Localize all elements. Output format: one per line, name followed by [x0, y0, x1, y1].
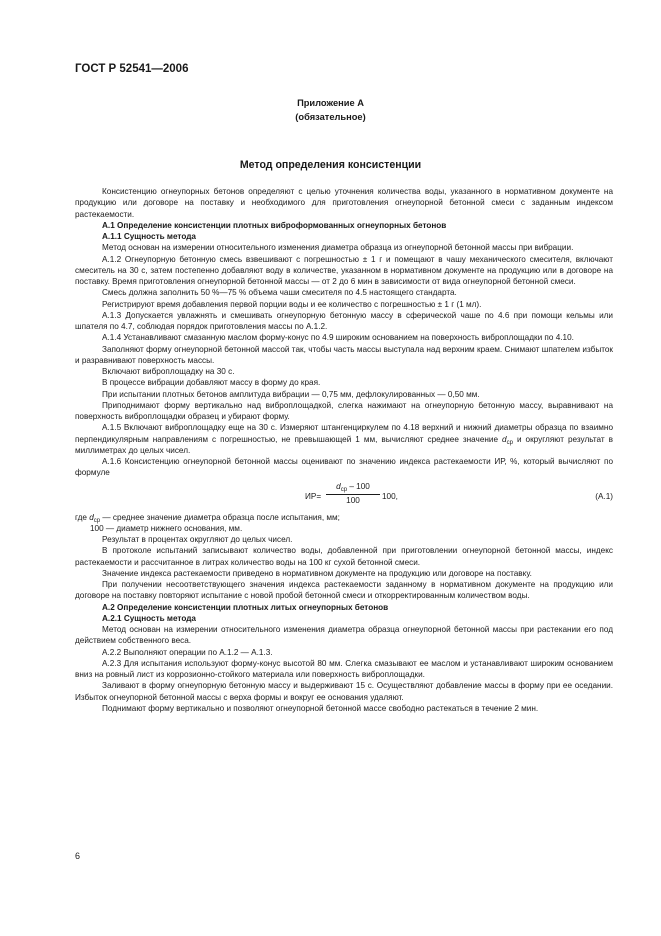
paragraph: Значение индекса растекаемости приведено в нормативном документе на продукцию или договоре на поставку.: [102, 568, 532, 578]
appendix-heading: [0, 96, 661, 124]
formula-number: (А.1): [595, 491, 613, 501]
math-subscript: ср: [340, 486, 348, 493]
math-variable: d: [89, 512, 94, 522]
paragraph: Метод основан на измерении относительного изменения диаметра образца из огнеупорной бетонной массы при вибрации.: [102, 243, 574, 253]
paragraph: А.1.4 Устанавливают смазанную маслом форму-конус по 4.9 широким основанием на поверхность виброплощадки по 4.10.: [102, 333, 574, 343]
paragraph-a1-5: [75, 422, 613, 456]
section-a1-heading: А.1 Определение консистенции плотных виброформованных огнеупорных бетонов: [102, 220, 447, 230]
paragraph: А.1.2 Огнеупорную бетонную смесь взвешивают с погрешностью ± 1 г и помещают в чашу механического смесителя, включают смеситель на 30 с, затем постепенно добавляют воду в количестве, указанном в нормативном документе на продукцию или в договоре на поставку. Время приготовления огнеупорной бетонной массы — от 2 до 6 мин в зависимости от вида огнеупорной бетонной смеси.: [75, 254, 613, 286]
formula-where-line-2: 100 — диаметр нижнего основания, мм.: [90, 523, 243, 533]
paragraph: А.1.6 Консистенцию огнеупорной бетонной массы оценивают по значению индекса растекаемости ИР, %, который вычисляют по формуле: [75, 457, 613, 478]
paragraph: В протоколе испытаний записывают количество воды, добавленной при приготовлении огнеупорной бетонной массы, индекс растекаемости и рассчитанное в литрах количество воды на 100 кг сухой бетонной смеси.: [75, 546, 613, 567]
where-prefix: где: [75, 512, 87, 522]
paragraph: А.2.3 Для испытания используют форму-конус высотой 80 мм. Слегка смазывают ее маслом и устанавливают широким основанием вниз на ровный лист из коррозионно-стойкого материала или поверхность виброплощадки.: [75, 658, 613, 679]
page-number: 6: [75, 851, 81, 861]
appendix-title: Приложение А: [297, 98, 364, 108]
section-a2-1-heading: А.2.1 Сущность метода: [102, 613, 196, 623]
paragraph: Результат в процентах округляют до целых чисел.: [102, 535, 293, 544]
paragraph: Включают виброплощадку на 30 с.: [102, 367, 235, 376]
appendix-status: (обязательное): [295, 112, 366, 122]
section-a1-1-heading: А.1.1 Сущность метода: [102, 232, 196, 241]
formula-fraction: [326, 481, 380, 507]
paragraph: Поднимают форму вертикально и позволяют огнеупорной бетонной массе свободно растекаться в течение 2 мин.: [102, 703, 539, 713]
paragraph: При испытании плотных бетонов амплитуда вибрации — 0,75 мм, дефлокулированных — 0,50 мм.: [102, 389, 480, 399]
formula-a1: [75, 480, 613, 512]
paragraph: Регистрируют время добавления первой порции воды и ее количество с погрешностью ± 1 г (1 мл).: [102, 299, 482, 309]
intro-paragraph: Консистенцию огнеупорных бетонов определяют с целью уточнения количества воды, указанного в нормативном документе на продукцию или договоре на поставку и необходимого для приготовления огнеупорной бетонной смеси с заданным индексом растекаемости.: [75, 187, 613, 219]
paragraph: При получении несоответствующего значения индекса растекаемости заданному в нормативном документе на продукцию или договоре на поставку повторяют испытание с новой пробой бетонной смеси и откорректированным количеством воды.: [75, 580, 613, 601]
formula-where-line: [75, 512, 613, 523]
method-title: Метод определения консистенции: [239, 159, 422, 171]
section-a2-heading: А.2 Определение консистенции плотных литых огнеупорных бетонов: [102, 602, 389, 612]
math-variable: d: [336, 481, 341, 491]
paragraph: В процессе вибрации добавляют массу в форму до края.: [102, 378, 321, 388]
paragraph: А.1.3 Допускается увлажнять и смешивать огнеупорную бетонную массу в сферической чаше по 4.6 при помощи кельмы или шпателя по 4.7, соблюдая порядок приготовления массы по А.1.2.: [75, 310, 613, 331]
formula-numerator: [326, 481, 380, 495]
paragraph: Заполняют форму огнеупорной бетонной массой так, чтобы часть массы выступала над верхним краем. Снимают шпателем избыток и разравнивают поверхность массы.: [75, 344, 613, 365]
paragraph: Приподнимают форму вертикально над виброплощадкой, слегка нажимают на огнеупорную бетонную массу, выравнивают на поверхность виброплощадки образец и убирают форму.: [75, 400, 613, 421]
math-subscript: ср: [506, 439, 513, 446]
formula-lhs: ИР=: [305, 491, 322, 501]
where-description: — среднее значение диаметра образца после испытания, мм;: [102, 512, 340, 522]
numerator-rest: – 100: [347, 481, 370, 491]
paragraph: Заливают в форму огнеупорную бетонную массу и выдерживают 15 с. Осуществляют добавление массы в форму при ее оседании. Избыток огнеупорной бетонной массы с верха формы и вокруг ее основания удаляют.: [75, 681, 613, 702]
paragraph: А.2.2 Выполняют операции по А.1.2 — А.1.3.: [102, 647, 273, 657]
formula-denominator: 100: [346, 495, 360, 505]
paragraph-text: А.1.5 Включают виброплощадку еще на 30 с. Измеряют штангенциркулем по 4.18 верхний и нижний диаметры образца по взаимно перпендикулярным направлениям с погрешностью, не превышающей 1 мм, вычисляют среднее значение: [75, 423, 613, 444]
formula-multiplier: 100,: [382, 491, 398, 501]
document-id: ГОСТ Р 52541—2006: [75, 63, 189, 75]
document-body: [75, 186, 613, 714]
paragraph-text: и округляют результат в миллиметрах до целых чисел.: [75, 434, 614, 455]
math-variable: d: [502, 434, 507, 444]
paragraph: Смесь должна заполнить 50 %—75 % объема чаши смесителя по 4.5 настоящего стандарта.: [102, 288, 457, 298]
paragraph: Метод основан на измерении относительного изменения диаметра образца огнеупорной бетонной массы при растекании его под действием собственного веса.: [75, 625, 613, 646]
math-subscript: ср: [93, 517, 101, 524]
